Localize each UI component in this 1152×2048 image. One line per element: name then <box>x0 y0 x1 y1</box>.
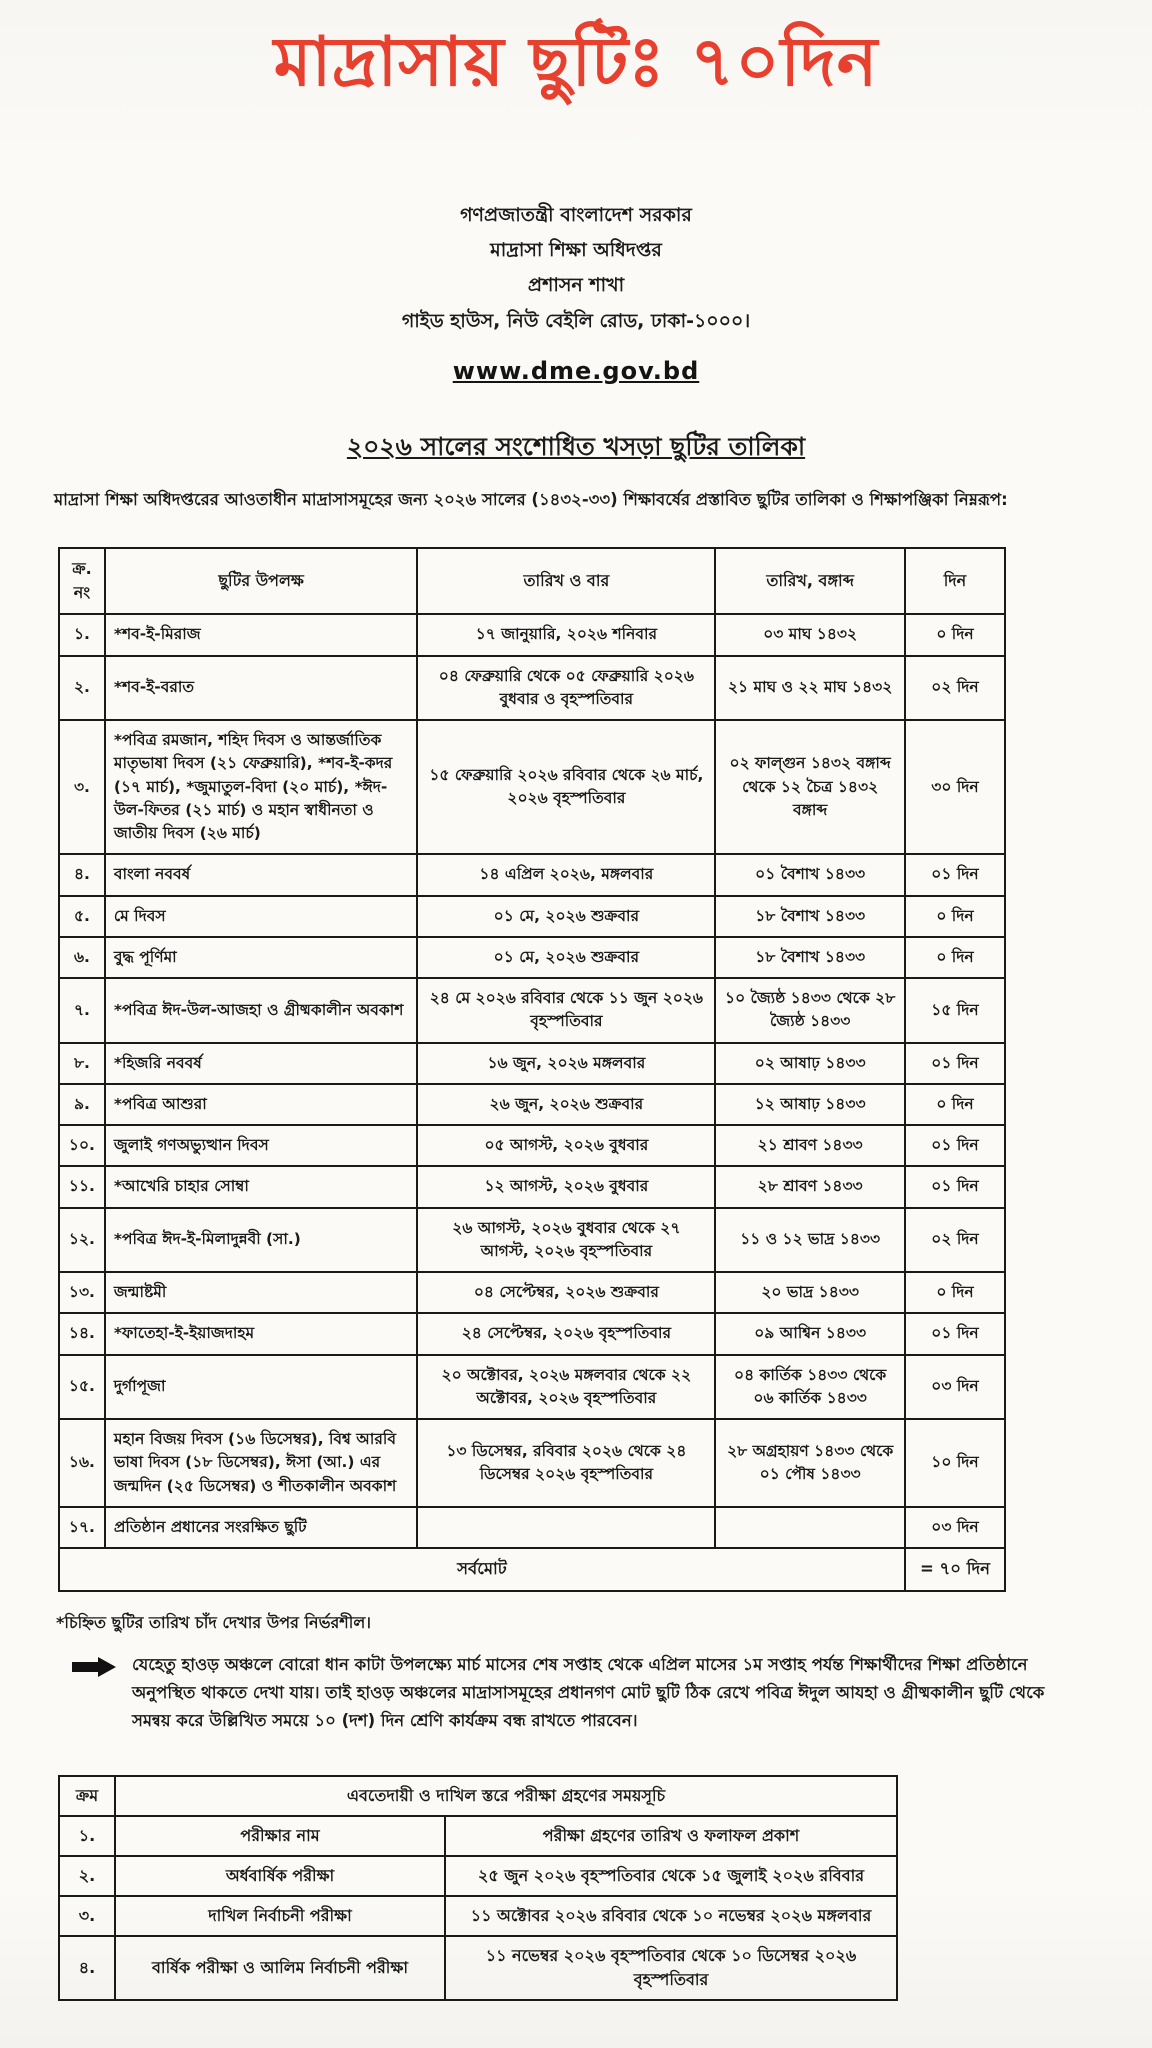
header-serial: ক্র. নং <box>59 548 105 614</box>
cell-bangla-date: ১০ জ্যৈষ্ঠ ১৪৩৩ থেকে ২৮ জ্যৈষ্ঠ ১৪৩৩ <box>715 978 905 1043</box>
cell-bangla-date: ০৩ মাঘ ১৪৩২ <box>715 614 905 655</box>
exam-cell-name: পরীক্ষার নাম <box>115 1816 445 1856</box>
cell-occasion: *পবিত্র আশুরা <box>105 1084 418 1125</box>
exam-table-row <box>59 1816 897 1856</box>
cell-date: ১৪ এপ্রিল ২০২৬, মঙ্গলবার <box>417 854 715 895</box>
holiday-table-row <box>59 854 1005 895</box>
letterhead-directorate-line: মাদ্রাসা শিক্ষা অধিদপ্তর <box>490 239 662 262</box>
total-label: সর্বমোট <box>59 1548 905 1591</box>
exam-cell-name: দাখিল নির্বাচনী পরীক্ষা <box>115 1896 445 1936</box>
holiday-table-row <box>59 1272 1005 1313</box>
holiday-table-header-row <box>59 548 1005 614</box>
cell-date: ২৬ আগস্ট, ২০২৬ বুধবার থেকে ২৭ আগস্ট, ২০২৬ বৃহস্পতিবার <box>417 1208 715 1273</box>
moon-sighting-footnote: *চিহ্নিত ছুটির তারিখ চাঁদ দেখার উপর নির্ভরশীল। <box>56 1612 371 1632</box>
cell-occasion: বুদ্ধ পূর্ণিমা <box>105 937 418 978</box>
cell-days: ০৩ দিন <box>905 1507 1005 1548</box>
cell-occasion: বাংলা নববর্ষ <box>105 854 418 895</box>
cell-date: ২৬ জুন, ২০২৬ শুক্রবার <box>417 1084 715 1125</box>
cell-occasion: *পবিত্র ঈদ-ই-মিলাদুন্নবী (সা.) <box>105 1208 418 1273</box>
cell-occasion: *ফাতেহা-ই-ইয়াজদাহম <box>105 1313 418 1354</box>
cell-serial: ৪. <box>59 854 105 895</box>
holiday-table-row <box>59 656 1005 721</box>
exam-table-row <box>59 1936 897 2000</box>
letterhead <box>50 198 1102 393</box>
cell-date <box>417 1507 715 1548</box>
holiday-table-row <box>59 1043 1005 1084</box>
cell-serial: ১১. <box>59 1166 105 1207</box>
cell-days: ০২ দিন <box>905 1208 1005 1273</box>
holiday-table-row <box>59 978 1005 1043</box>
cell-serial: ১০. <box>59 1125 105 1166</box>
cell-bangla-date: ২৮ শ্রাবণ ১৪৩৩ <box>715 1166 905 1207</box>
holiday-table-row <box>59 1419 1005 1507</box>
exam-cell-schedule: ২৫ জুন ২০২৬ বৃহস্পতিবার থেকে ১৫ জুলাই ২০২৬ রবিবার <box>445 1856 897 1896</box>
cell-days: ০ দিন <box>905 1272 1005 1313</box>
cell-bangla-date: ১৮ বৈশাখ ১৪৩৩ <box>715 937 905 978</box>
exam-table-title: এবতেদায়ী ও দাখিল স্তরে পরীক্ষা গ্রহণের সময়সূচি <box>115 1776 897 1816</box>
cell-serial: ২. <box>59 656 105 721</box>
cell-serial: ১৫. <box>59 1355 105 1420</box>
cell-days: ১০ দিন <box>905 1419 1005 1507</box>
holiday-table-row <box>59 1355 1005 1420</box>
cell-bangla-date <box>715 1507 905 1548</box>
holiday-table-row <box>59 1166 1005 1207</box>
haor-note <box>72 1651 1082 1735</box>
holiday-table-row <box>59 896 1005 937</box>
cell-occasion: *হিজরি নববর্ষ <box>105 1043 418 1084</box>
cell-occasion: *শব-ই-বরাত <box>105 656 418 721</box>
cell-occasion: জুলাই গণঅভ্যুত্থান দিবস <box>105 1125 418 1166</box>
haor-note-text: যেহেতু হাওড় অঞ্চলে বোরো ধান কাটা উপলক্ষ্যে মার্চ মাসের শেষ সপ্তাহ থেকে এপ্রিল মাসের ১ম সপ্তাহ পর্যন্ত শিক্ষার্থীদের শিক্ষা প্রতিষ্ঠানে অনুপস্থিত থাকতে দেখা যায়। তাই হাওড় অঞ্চলের মাদ্রাসাসমূহের প্রধানগণ মোট ছুটি ঠিক রেখে পবিত্র ঈদুল আযহা ও গ্রীষ্মকালীন ছুটি থেকে সমন্বয় করে উল্লিখিত সময়ে ১০ (দশ) দিন শ্রেণি কার্যক্রম বন্ধ রাখতে পারবেন। <box>132 1654 1045 1730</box>
cell-serial: ৫. <box>59 896 105 937</box>
cell-date: ২৪ সেপ্টেম্বর, ২০২৬ বৃহস্পতিবার <box>417 1313 715 1354</box>
cell-occasion: *শব-ই-মিরাজ <box>105 614 418 655</box>
exam-cell-schedule: পরীক্ষা গ্রহণের তারিখ ও ফলাফল প্রকাশ <box>445 1816 897 1856</box>
cell-date: ০১ মে, ২০২৬ শুক্রবার <box>417 937 715 978</box>
cell-bangla-date: ০১ বৈশাখ ১৪৩৩ <box>715 854 905 895</box>
website-url: www.dme.gov.bd <box>452 356 700 385</box>
holiday-table-row <box>59 1208 1005 1273</box>
exam-cell-schedule: ১১ নভেম্বর ২০২৬ বৃহস্পতিবার থেকে ১০ ডিসেম্বর ২০২৬ বৃহস্পতিবার <box>445 1936 897 2000</box>
holiday-table-row <box>59 614 1005 655</box>
cell-date: ০৫ আগস্ট, ২০২৬ বুধবার <box>417 1125 715 1166</box>
cell-days: ৩০ দিন <box>905 720 1005 854</box>
cell-date: ১৬ জুন, ২০২৬ মঙ্গলবার <box>417 1043 715 1084</box>
cell-occasion: দুর্গাপূজা <box>105 1355 418 1420</box>
cell-days: ০ দিন <box>905 937 1005 978</box>
cell-occasion: *পবিত্র ঈদ-উল-আজহা ও গ্রীষ্মকালীন অবকাশ <box>105 978 418 1043</box>
holiday-table-row <box>59 1125 1005 1166</box>
holiday-table-row <box>59 1507 1005 1548</box>
holiday-table-row <box>59 1084 1005 1125</box>
cell-serial: ১৪. <box>59 1313 105 1354</box>
exam-cell-serial: ২. <box>59 1856 115 1896</box>
cell-serial: ১২. <box>59 1208 105 1273</box>
exam-table-title-row <box>59 1776 897 1816</box>
cell-bangla-date: ২৮ অগ্রহায়ণ ১৪৩৩ থেকে ০১ পৌষ ১৪৩৩ <box>715 1419 905 1507</box>
cell-occasion: *পবিত্র রমজান, শহিদ দিবস ও আন্তর্জাতিক মাতৃভাষা দিবস (২১ ফেব্রুয়ারি), *শব-ই-কদর (১৭ মার্চ), *জুমাতুল-বিদা (২০ মার্চ), *ঈদ-উল-ফিতর (২১ মার্চ) ও মহান স্বাধীনতা ও জাতীয় দিবস (২৬ মার্চ) <box>105 720 418 854</box>
exam-header-serial: ক্রম <box>59 1776 115 1816</box>
cell-date: ০৪ সেপ্টেম্বর, ২০২৬ শুক্রবার <box>417 1272 715 1313</box>
holiday-table-row <box>59 1313 1005 1354</box>
header-days: দিন <box>905 548 1005 614</box>
cell-bangla-date: ১১ ও ১২ ভাদ্র ১৪৩৩ <box>715 1208 905 1273</box>
cell-days: ০৩ দিন <box>905 1355 1005 1420</box>
document-title: ২০২৬ সালের সংশোধিত খসড়া ছুটির তালিকা <box>346 432 806 462</box>
cell-days: ০১ দিন <box>905 1043 1005 1084</box>
cell-days: ০ দিন <box>905 1084 1005 1125</box>
cell-occasion: মহান বিজয় দিবস (১৬ ডিসেম্বর), বিশ্ব আরবি ভাষা দিবস (১৮ ডিসেম্বর), ঈসা (আ.) এর জন্মদিন (২৫ ডিসেম্বর) ও শীতকালীন অবকাশ <box>105 1419 418 1507</box>
cell-serial: ১৭. <box>59 1507 105 1548</box>
cell-bangla-date: ২১ মাঘ ও ২২ মাঘ ১৪৩২ <box>715 656 905 721</box>
exam-cell-serial: ৩. <box>59 1896 115 1936</box>
exam-table-row <box>59 1896 897 1936</box>
exam-cell-schedule: ১১ অক্টোবর ২০২৬ রবিবার থেকে ১০ নভেম্বর ২০২৬ মঙ্গলবার <box>445 1896 897 1936</box>
cell-bangla-date: ১৮ বৈশাখ ১৪৩৩ <box>715 896 905 937</box>
cell-bangla-date: ২০ ভাদ্র ১৪৩৩ <box>715 1272 905 1313</box>
exam-cell-name: বার্ষিক পরীক্ষা ও আলিম নির্বাচনী পরীক্ষা <box>115 1936 445 2000</box>
exam-cell-name: অর্ধবার্ষিক পরীক্ষা <box>115 1856 445 1896</box>
cell-serial: ৯. <box>59 1084 105 1125</box>
exam-cell-serial: ৪. <box>59 1936 115 2000</box>
cell-date: ২০ অক্টোবর, ২০২৬ মঙ্গলবার থেকে ২২ অক্টোবর, ২০২৬ বৃহস্পতিবার <box>417 1355 715 1420</box>
cell-serial: ১. <box>59 614 105 655</box>
cell-days: ০ দিন <box>905 896 1005 937</box>
cell-occasion: *আখেরি চাহার সোম্বা <box>105 1166 418 1207</box>
cell-days: ০২ দিন <box>905 656 1005 721</box>
cell-occasion: মে দিবস <box>105 896 418 937</box>
total-days-value: = ৭০ দিন <box>905 1548 1005 1591</box>
cell-bangla-date: ১২ আষাঢ় ১৪৩৩ <box>715 1084 905 1125</box>
cell-serial: ১৩. <box>59 1272 105 1313</box>
cell-date: ০৪ ফেব্রুয়ারি থেকে ০৫ ফেব্রুয়ারি ২০২৬ বুধবার ও বৃহস্পতিবার <box>417 656 715 721</box>
holiday-table-total-row <box>59 1548 1005 1591</box>
cell-occasion: প্রতিষ্ঠান প্রধানের সংরক্ষিত ছুটি <box>105 1507 418 1548</box>
holiday-table-row <box>59 937 1005 978</box>
header-bangla-date: তারিখ, বঙ্গাব্দ <box>715 548 905 614</box>
cell-bangla-date: ০২ ফাল্গুন ১৪৩২ বঙ্গাব্দ থেকে ১২ চৈত্র ১৪৩২ বঙ্গাব্দ <box>715 720 905 854</box>
cell-days: ০১ দিন <box>905 1125 1005 1166</box>
cell-occasion: জন্মাষ্টমী <box>105 1272 418 1313</box>
holiday-table-row <box>59 720 1005 854</box>
cell-serial: ৬. <box>59 937 105 978</box>
cell-days: ০১ দিন <box>905 1313 1005 1354</box>
page-title: মাদ্রাসায় ছুটিঃ ৭০দিন <box>273 23 879 102</box>
cell-serial: ১৬. <box>59 1419 105 1507</box>
header-occasion: ছুটির উপলক্ষ <box>105 548 418 614</box>
cell-date: ১৫ ফেব্রুয়ারি ২০২৬ রবিবার থেকে ২৬ মার্চ, ২০২৬ বৃহস্পতিবার <box>417 720 715 854</box>
header-date: তারিখ ও বার <box>417 548 715 614</box>
cell-bangla-date: ০২ আষাঢ় ১৪৩৩ <box>715 1043 905 1084</box>
cell-date: ০১ মে, ২০২৬ শুক্রবার <box>417 896 715 937</box>
cell-serial: ৭. <box>59 978 105 1043</box>
exam-schedule-table <box>58 1775 898 2001</box>
cell-days: ১৫ দিন <box>905 978 1005 1043</box>
cell-days: ০১ দিন <box>905 854 1005 895</box>
letterhead-address-line: গাইড হাউস, নিউ বেইলি রোড, ঢাকা-১০০০। <box>401 309 751 332</box>
exam-table-row <box>59 1856 897 1896</box>
cell-bangla-date: ২১ শ্রাবণ ১৪৩৩ <box>715 1125 905 1166</box>
exam-cell-serial: ১. <box>59 1816 115 1856</box>
cell-bangla-date: ০৯ আশ্বিন ১৪৩৩ <box>715 1313 905 1354</box>
letterhead-government-line: গণপ্রজাতন্ত্রী বাংলাদেশ সরকার <box>460 204 692 227</box>
cell-date: ১৭ জানুয়ারি, ২০২৬ শনিবার <box>417 614 715 655</box>
cell-serial: ৮. <box>59 1043 105 1084</box>
right-arrow-icon <box>72 1657 118 1677</box>
holiday-table <box>58 547 1006 1592</box>
cell-serial: ৩. <box>59 720 105 854</box>
intro-paragraph: মাদ্রাসা শিক্ষা অধিদপ্তরের আওতাধীন মাদ্রাসাসমূহের জন্য ২০২৬ সালের (১৪৩২-৩৩) শিক্ষাবর্ষের প্রস্তাবিত ছুটির তালিকা ও শিক্ষাপঞ্জিকা নিম্নরূপ: <box>54 490 1008 510</box>
cell-date: ১৩ ডিসেম্বর, রবিবার ২০২৬ থেকে ২৪ ডিসেম্বর ২০২৬ বৃহস্পতিবার <box>417 1419 715 1507</box>
cell-days: ০ দিন <box>905 614 1005 655</box>
cell-date: ১২ আগস্ট, ২০২৬ বুধবার <box>417 1166 715 1207</box>
cell-days: ০১ দিন <box>905 1166 1005 1207</box>
letterhead-branch-line: প্রশাসন শাখা <box>527 274 625 297</box>
cell-bangla-date: ০৪ কার্তিক ১৪৩৩ থেকে ০৬ কার্তিক ১৪৩৩ <box>715 1355 905 1420</box>
cell-date: ২৪ মে ২০২৬ রবিবার থেকে ১১ জুন ২০২৬ বৃহস্পতিবার <box>417 978 715 1043</box>
